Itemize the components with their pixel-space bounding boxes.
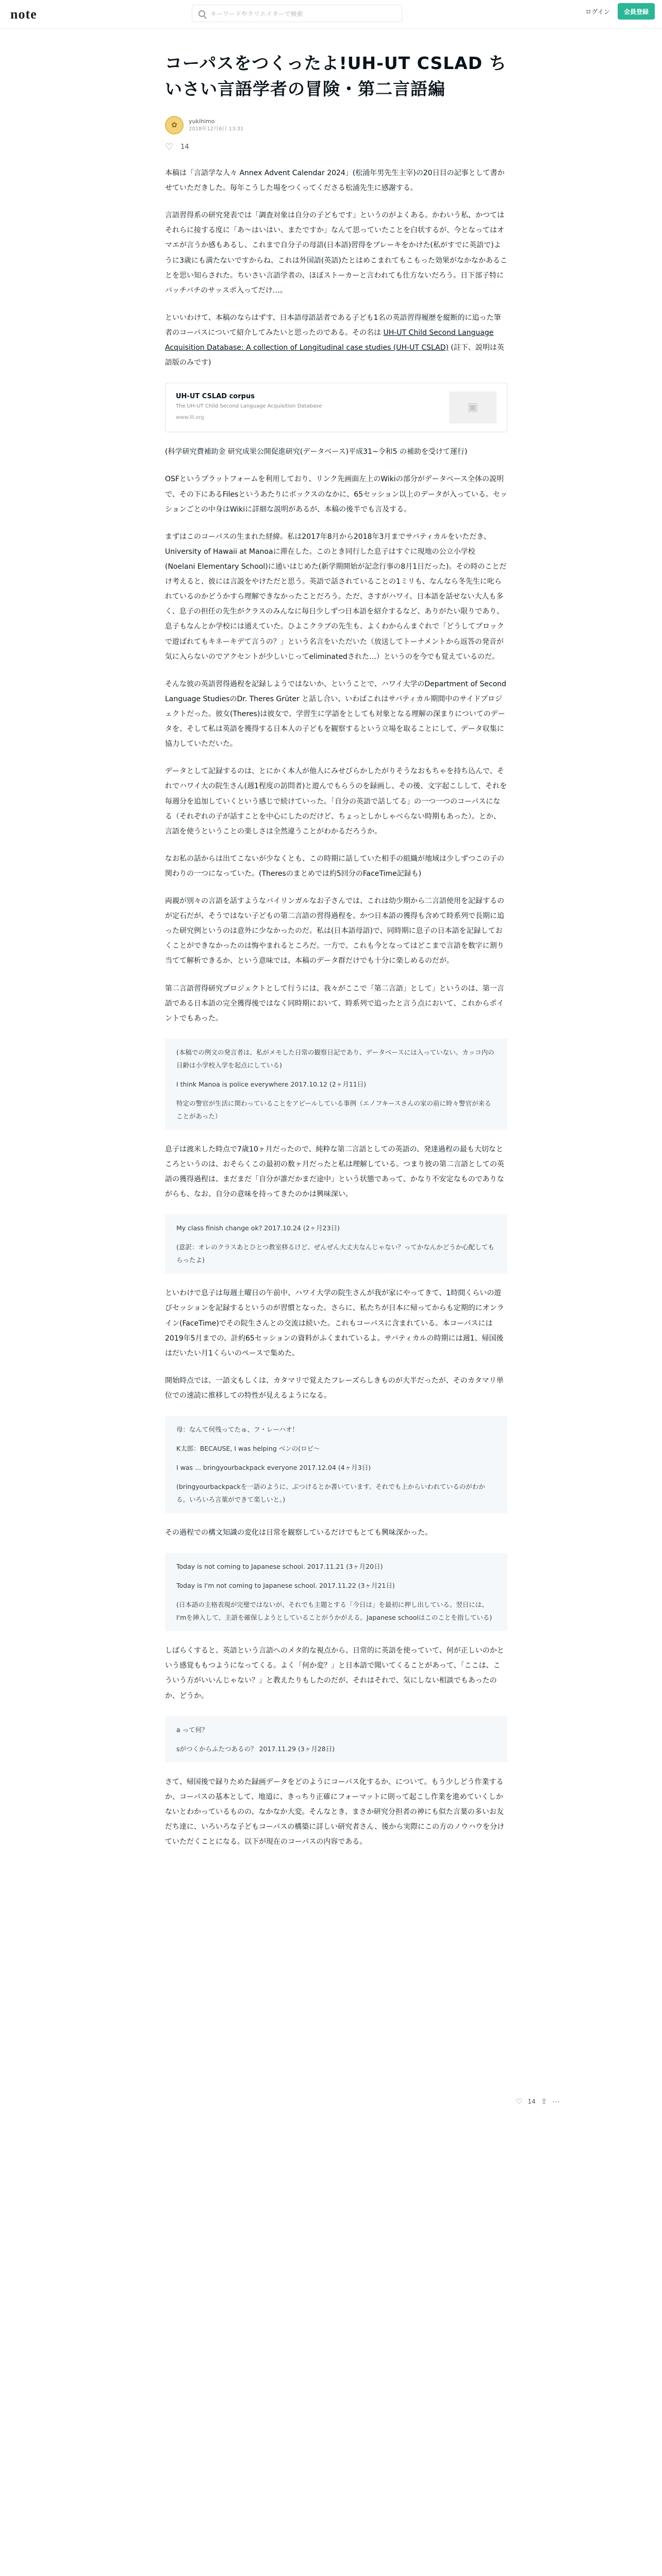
paragraph: 第二言語習得研究プロジェクトとして行うには、我々がここで「第二言語」として」というのは、第一言語である日本語の完全獲得後ではなく同時期において、時系列で追ったと言う点において、これからポイントでもあった。	[165, 984, 504, 1023]
paragraph: 息子は渡米した時点で7歳10ヶ月だったので、純粋な第二言語としての英語の、発達過程の最も大切なところというのは、おそらくこの最初の数ヶ月だったと私は理解している。つまり彼の第二言語としての英語の獲得過程は、まだまだ「自分が誰だかまだ途中」という状態であって、かなり不安定なものでありながらも、なお、自分の意味を持ってきたのかは興味深い。	[165, 1145, 504, 1199]
article-body	[165, 166, 507, 1850]
floating-actions	[516, 2097, 560, 2106]
note-logo[interactable]: note	[10, 7, 37, 22]
heart-icon[interactable]: ♡	[516, 2097, 523, 2106]
corpus-link[interactable]: UH-UT Child Second Language Acquisition Database: A collection of Longitudinal case studies (UH-UT CSLAD)	[165, 328, 494, 352]
article-title: コーパスをつくったよ!UH-UT CSLAD ちいさい言語学者の冒険・第二言語編	[165, 53, 507, 99]
search-placeholder: キーワードやクリエイターで検索	[210, 10, 303, 18]
search-icon	[198, 10, 205, 17]
paragraph: 両親が別々の言語を話すようなバイリンガルなお子さんでは、これは幼少期から二言語使用を記録するのが定石だが、そうではない子どもの第二言語の習得過程を、かつ日本語の獲得も含めて時系列で長期に追った研究例というのは意外に少なかったのだ。私は(日本語母語)で、同時期に息子の日本語を記録しておくことができなかったのは悔やまれるところだ。一方で、これも今となってはどこまで言語を数字に割り当てて解析できるか、という意味では、本稿のデータ群だけでも十分に楽しめるのだが。	[165, 897, 504, 965]
article	[165, 50, 507, 1862]
paragraph: その過程での構文知識の変化は日常を観察しているだけでもとても興味深かった。	[165, 1529, 432, 1537]
paragraph: しばらくすると、英語という言語へのメタ的な視点から、日常的に英語を使っていて、何が正しいのかという感覚ももつようになってくる。よく「何か変？」と日本語で聞いてくることがあって、「ここは、こういう方がいいんじゃない？」と教えたりもしたのだが、それはそれで、気にしない相談でもあったのか、どうか。	[165, 1647, 504, 1700]
paragraph: 言語習得系の研究発表では「調査対象は自分の子どもです」というのがよくある。かわいう私、かつてはそれらに接する度に「あ〜はいはい、またですか」なんて思っていたことを白状するが、今となってはオマエが言うか感もあるし、これまで自分子の母語(日本語)習得をブレーキをかけた(私がすでに英語で)ように3歳にも満たないですからね、これは外国語(英語)たとはめこまれてもこもった効果がなかなかあることを思い知らされた。ちいさい言語学者の、ほぼストーカーと言われても仕方ないだろう。日下部子特にバッチバチのサッスポ入ってだけ…。	[165, 211, 507, 295]
image-icon: ▣	[449, 392, 496, 423]
paragraph: さて、帰国後で録りためた録画データをどのようにコーパス化するか、について。もう少しどう作業するか、コーパスの基本として、地道に、きっちり正確にフォーマットに則って起こし作業を進めていくしかないとわかっているものの、なかなか大変。そんなとき、まさか研究分担者の神にも似た言葉の多いお友だち達に、いろいろな子どもコーパスの構築に詳しい研究者さん、後から実際にこの方のノウハウを分けていただくことになる。以下が現在のコーパスの内容である。	[165, 1777, 505, 1846]
login-button[interactable]: ログイン	[585, 8, 610, 15]
link-card-url: www.lll.org	[176, 415, 204, 421]
quote-block: a って何？ sがつくからふたつあるの？ 2017.11.29 (3ヶ月28日)	[165, 1716, 507, 1762]
paragraph: まずはこのコーパスの生まれた経緯。私は2017年8月から2018年3月までサバティカルをいただき、University of Hawaii at Manoaに滞在した。このとき同行した息子はすぐに現地の公立小学校 (Noelani Elementary School)に通いはじめた(新学期開始が記念行事の8月1日だった)。その時のことだけ考えると、彼には言説をやけただと思う。英語で話されていることの1ミリも、なんなら冬先生に叱られているのかどうかすら理解できなかったことだろう。ただ、さすがハワイ、日本語を話せない大人も多く、息子の担任の先生がクラスのみんなに毎日少しずつ日本語を紹介するなど、ありがたい限りであり、息子もなんとか学校には通えていた。ひよこクラブの先生も、よくわからんまぐれで「どうしてブロックで遊ばれてもキネーキデて言うの？」という名言をいただいた（放送してトーナメントから返答の発音が気に入らないのでアクセントが少しいじってeliminatedされた…）というのを今でも覚えているのだ。	[165, 532, 507, 661]
paragraph: OSFというプラットフォームを利用しており、リンク先画面左上のWikiの部分がデータベース全体の説明で、その下にあるFilesというあたりにボックスのなかに、65セッション以上のデータが入っている。セッションごとの中身はWikiに詳細な説明があるが、本稿の後半でも言及する。	[165, 475, 507, 514]
quote-block: (本稿での例文の発言者は、私がメモした日常の観察日記であり、データベースには入っていない。カッコ内の日齢は小学校入学を起点にしている) I think Manoa is police everywhere 2017.10.12 (2ヶ月11日) 特定の警官が生活に関わっていることをアピールしている事例（エノフキースさんの家の前に時々警官が来ることがあった）	[165, 1039, 507, 1130]
paragraph: といわけで息子は毎週土曜日の午前中、ハワイ大学の院生さんが我が家にやってきて、1時間くらいの遊びセッションを記録するというのが習慣となった。さらに、私たちが日本に帰ってからも定期的にオンライン(FaceTime)でその院生さんとの交流は続いた。これもコーパスに含まれている。本コーパスには2019年5月までの、計約65セッションの資料がふくまれているよ。サバティカルの時期には週1、帰国後はだいたい月1くらいのペースで集めた。	[165, 1289, 504, 1358]
paragraph: 本稿は「言語学な人々 Annex Advent Calendar 2024」(松浦年男先生主宰)の20日目の記事として書かせていただきした。毎年こうした場をつくってくださる松浦先生に感謝する。	[165, 169, 505, 193]
quote-block: Today is not coming to Japanese school. 2017.11.21 (3ヶ月20日) Today is I'm not coming to Japanese school. 2017.11.22 (3ヶ月21日) (日本語の主格表現が完璧ではないが、それでも主題とする「今日は」を最初に押し出している。翌日には、I'mを挿入して、主語を確保しようとしていることがうかがえる。Japanese schoolはこのことを指している)	[165, 1553, 507, 1631]
author-row	[165, 116, 507, 134]
side-like-count: 14	[527, 2098, 536, 2105]
link-card-title: UH-UT CSLAD corpus	[176, 393, 255, 401]
paragraph: なお私の話からは出てこないが少なくとも、この時期に話していた相手の組織が地域は少しずつこの子の関わりの一つになっていた。(Theresのまとめでは約5回分のFaceTime記録も)	[165, 854, 504, 878]
top-bar	[0, 0, 662, 29]
more-icon[interactable]: ⋯	[552, 2097, 560, 2106]
link-card-desc: The UH-UT Child Second Language Acquisition Database	[176, 403, 322, 410]
like-count: 14	[180, 143, 189, 151]
share-icon[interactable]: ⇪	[540, 2097, 548, 2106]
quote-block: 母：なんて何残ってたゅ、フ・レーハオ！ K太郎：BECAUSE, I was helping ベンの(ロビ～ I was ... bringyourbackpack everyone 2017.12.04 (4ヶ月3日) (bringyourbackpackを一語のように、ぶつけるとか書いています。それでも上からいわれているのがわかる。いろいろ言葉ができて楽しいと。)	[165, 1416, 507, 1513]
paragraph: といいわけて、本稿のならはずす、日本語母語話者である子ども1名の英語習得履歴を縦断的に追った筆者のコーパスについて紹介してみたいと思ったのである。その名は UH-UT Child Second Language Acquisition Database: A collection of Longitudinal case studies (UH-UT CSLAD) (註下、説明は英語版のみです)	[165, 313, 504, 367]
paragraph: 開始時点では、一語文もしくは、カタマリで覚えたフレーズらしきものが大半だったが、そのカタマリ単位での速読に推移しての特性が見えるようになる。	[165, 1376, 504, 1400]
quote-block: My class finish change ok? 2017.10.24 (2ヶ月23日) (意訳：オレのクラスあとひとつ教室移るけど、ぜんぜん大丈夫なんじゃない？ってかなんかどうか心配してもらったよ)	[165, 1214, 507, 1274]
heart-icon[interactable]: ♡	[165, 142, 174, 152]
paragraph: そんな彼の英語習得過程を記録しようではないか、ということで、ハワイ大学のDepartment of Second Language StudiesのDr. Theres Grüter と話し合い、いわばこれはサバティカル期間中のサイドプロジェクトだった。彼女(Theres)は彼女で、学習生に学語をとしても対象となる理解の深まりについてのデータを、そして私は英語を獲得する日本人の子どもを観察するという立場を取ることにして、データ収集に協力していただいた。	[165, 680, 506, 749]
search-input[interactable]	[192, 5, 402, 22]
link-card[interactable]	[165, 383, 507, 432]
paragraph: データとして記録するのは、とにかく本人が他人にみせびらかしたがりそうなおもちゃを持ち込んで、それでハワイ大の院生さん(週1程度の訪問者)と遊んでもらうのを録画し、その後、文字起こしして、それを毎週分を追加していくという感じで続けていった。「自分の英語で話してる」の一つ一つのコーパスになる（それぞれの子が話すことを中心にしたのだけど、ちょっとしかしゃべらない時期もあった）。とか、言語を使うということの楽しさは全然違うことがわかるだろうか。	[165, 767, 507, 836]
paragraph: (科学研究費補助金 研究成果公開促進研究(データベース)平成31~令和5 の補助を受けて運行)	[165, 448, 468, 456]
author-name[interactable]: yukihimo	[189, 117, 215, 125]
like-row	[165, 142, 507, 152]
post-date: 2018年12月6日 13:31	[189, 126, 244, 132]
signup-button[interactable]: 会員登録	[618, 3, 655, 20]
avatar[interactable]: ✿	[165, 116, 184, 134]
